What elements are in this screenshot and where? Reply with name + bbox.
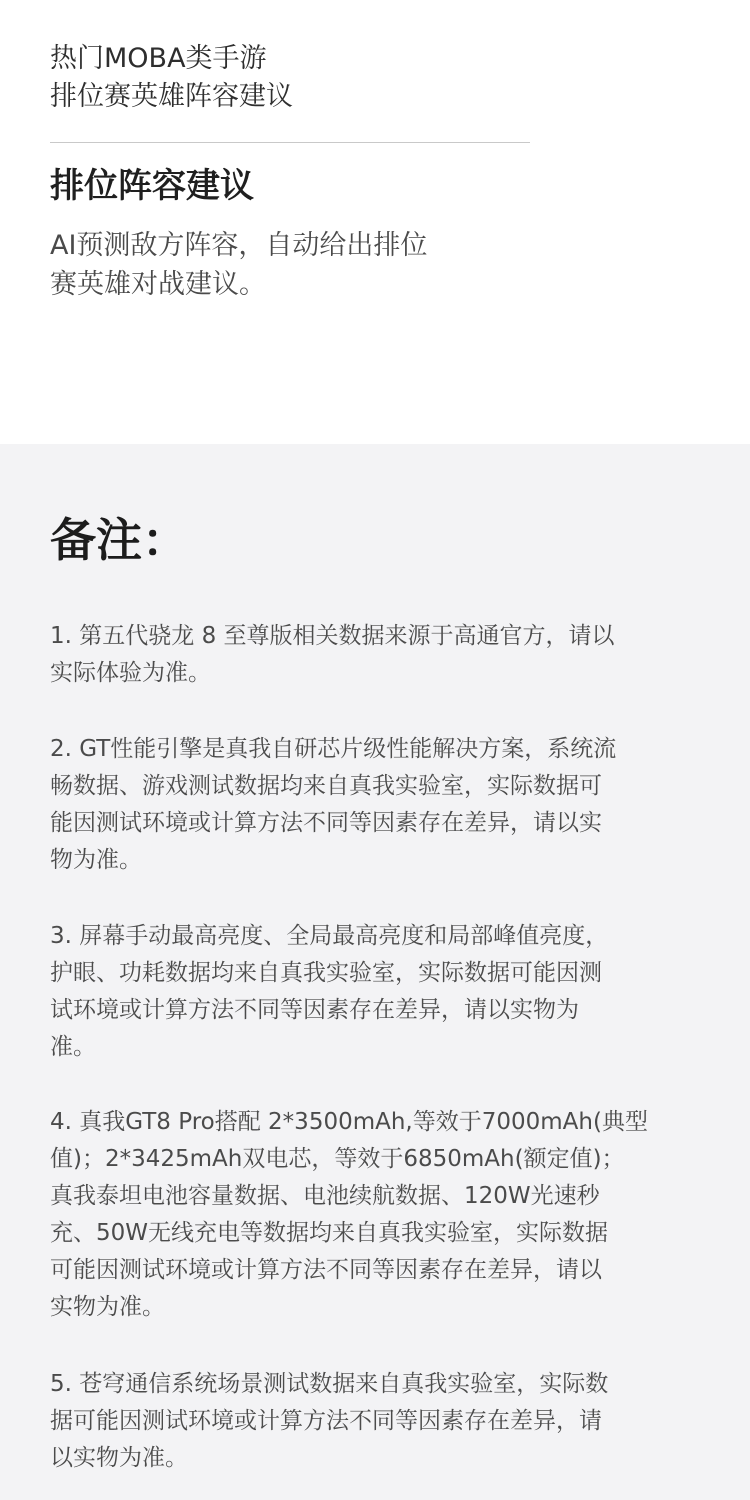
intro-heading: [50, 40, 550, 116]
note-line: 2. GT性能引擎是真我自研芯片级性能解决方案，系统流: [50, 736, 617, 762]
note-line: 5. 苍穹通信系统场景测试数据来自真我实验室，实际数: [50, 1371, 609, 1397]
description-line: 赛英雄对战建议。: [50, 269, 266, 300]
intro-line: 热门MOBA类手游: [50, 43, 267, 74]
description-line: AI预测敌方阵容，自动给出排位: [50, 230, 428, 261]
note-line: 物为准。: [50, 847, 142, 873]
divider: [50, 142, 530, 143]
note-line: 据可能因测试环境或计算方法不同等因素存在差异，请: [50, 1408, 602, 1434]
note-line: 准。: [50, 1034, 96, 1060]
feature-section: [0, 0, 750, 444]
note-item: [50, 1104, 715, 1326]
note-item: [50, 1366, 715, 1477]
note-line: 试环境或计算方法不同等因素存在差异，请以实物为: [50, 997, 579, 1023]
note-line: 1. 第五代骁龙 8 至尊版相关数据来源于高通官方，请以: [50, 623, 615, 649]
note-item: [50, 731, 715, 879]
notes-heading: 备注：: [50, 513, 188, 567]
note-line: 实际体验为准。: [50, 660, 211, 686]
note-line: 实物为准。: [50, 1294, 165, 1320]
note-line: 畅数据、游戏测试数据均来自真我实验室，实际数据可: [50, 773, 602, 799]
note-line: 4. 真我GT8 Pro搭配 2*3500mAh,等效于7000mAh(典型: [50, 1109, 648, 1135]
note-line: 护眼、功耗数据均来自真我实验室，实际数据可能因测: [50, 960, 602, 986]
note-line: 能因测试环境或计算方法不同等因素存在差异，请以实: [50, 810, 602, 836]
note-item: [50, 918, 715, 1066]
note-item: [50, 618, 715, 692]
note-line: 充、50W无线充电等数据均来自真我实验室，实际数据: [50, 1220, 609, 1246]
note-line: 可能因测试环境或计算方法不同等因素存在差异，请以: [50, 1257, 602, 1283]
feature-description: [50, 226, 490, 304]
note-line: 值)；2*3425mAh双电芯，等效于6850mAh(额定值)；: [50, 1146, 625, 1172]
intro-line: 排位赛英雄阵容建议: [50, 81, 293, 112]
note-line: 3. 屏幕手动最高亮度、全局最高亮度和局部峰值亮度，: [50, 923, 609, 949]
feature-title: 排位阵容建议: [50, 166, 254, 206]
note-line: 以实物为准。: [50, 1445, 188, 1471]
note-line: 真我泰坦电池容量数据、电池续航数据、120W光速秒: [50, 1183, 600, 1209]
